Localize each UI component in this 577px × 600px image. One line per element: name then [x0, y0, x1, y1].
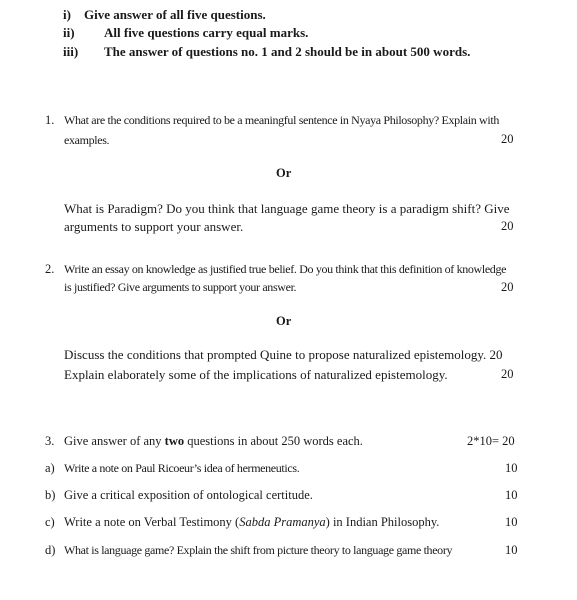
question-text-emphasis: two: [164, 434, 185, 448]
question-marks: 20: [501, 219, 514, 233]
sub-question-marks: 10: [505, 488, 518, 502]
sub-question-label: a): [45, 461, 55, 475]
question-marks: 20: [501, 280, 514, 294]
question-text: Write an essay on knowledge as justified true belief. Do you think that this definition of knowledge: [64, 262, 507, 276]
instruction-number: ii): [63, 25, 75, 40]
sub-question-marks: 10: [505, 461, 518, 475]
sub-question-text: Give a critical exposition of ontological certitude.: [64, 488, 313, 502]
or-separator: Or: [276, 166, 292, 180]
question-number: 3.: [45, 434, 55, 448]
sub-question-text-part: Write a note on Verbal Testimony (: [64, 515, 240, 529]
question-marks: 20: [501, 132, 514, 146]
instruction-text: All five questions carry equal marks.: [104, 25, 309, 40]
alternative-question-text: arguments to support your answer.: [64, 219, 244, 234]
question-text: [64, 434, 363, 449]
or-separator: Or: [276, 314, 292, 328]
sub-question-text: [64, 515, 439, 530]
question-text-part: questions in about 250 words each.: [184, 434, 363, 448]
instruction-text: The answer of questions no. 1 and 2 should be in about 500 words.: [104, 44, 471, 59]
question-text: examples.: [64, 133, 110, 147]
sub-question-text: Write a note on Paul Ricoeur’s idea of hermeneutics.: [64, 461, 300, 475]
sub-question-marks: 10: [505, 515, 518, 529]
question-number: 2.: [45, 262, 55, 276]
sub-question-label: d): [45, 543, 56, 557]
question-text: What are the conditions required to be a meaningful sentence in Nyaya Philosophy? Explain with: [64, 113, 499, 127]
instruction-number: iii): [63, 44, 79, 59]
alternative-question-text: Explain elaborately some of the implications of naturalized epistemology.: [64, 367, 448, 382]
alternative-question-text: What is Paradigm? Do you think that language game theory is a paradigm shift? Give: [64, 201, 510, 216]
instruction-text: Give answer of all five questions.: [84, 7, 266, 22]
sub-question-marks: 10: [505, 543, 518, 557]
sub-question-label: c): [45, 515, 55, 529]
question-marks: 20: [501, 367, 514, 381]
question-text-part: Give answer of any: [64, 434, 165, 448]
sub-question-text-italic: Sabda Pramanya: [239, 515, 326, 529]
sub-question-text-part: ) in Indian Philosophy.: [325, 515, 440, 529]
sub-question-text: What is language game? Explain the shift from picture theory to language game theory: [64, 543, 453, 557]
sub-question-label: b): [45, 488, 56, 502]
question-text: is justified? Give arguments to support your answer.: [64, 280, 297, 294]
alternative-question-text: Discuss the conditions that prompted Quine to propose naturalized epistemology. 20: [64, 347, 503, 362]
instruction-number: i): [63, 7, 71, 22]
question-number: 1.: [45, 113, 55, 127]
question-marks: 2*10= 20: [467, 434, 515, 448]
